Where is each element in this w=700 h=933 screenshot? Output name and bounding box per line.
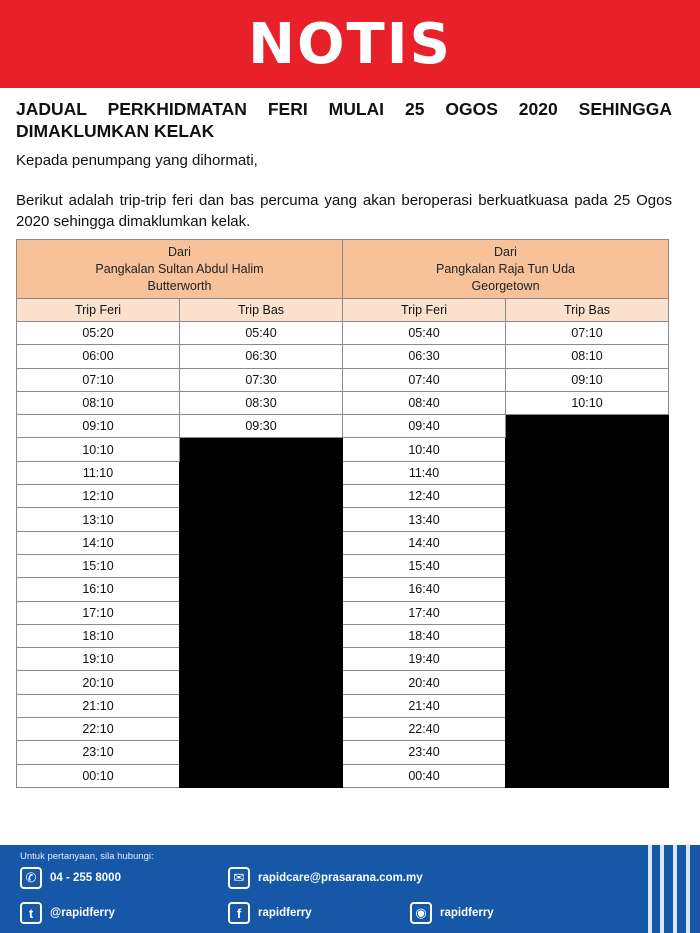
ferry-time-georgetown: 16:40 [343,578,506,601]
schedule-row [17,368,669,391]
origin-header-georgetown [343,240,669,299]
column-header-ferry-right: Trip Feri [343,299,506,322]
ferry-time-georgetown: 10:40 [343,438,506,461]
origin-header-butterworth [17,240,343,299]
ferry-time-butterworth: 12:10 [17,485,180,508]
origin-city-name: Butterworth [147,278,212,293]
bus-time-georgetown: 08:10 [506,345,669,368]
column-header-ferry-left: Trip Feri [17,299,180,322]
ferry-time-butterworth: 08:10 [17,391,180,414]
bus-time-georgetown: 10:10 [506,391,669,414]
instagram-contact[interactable] [410,902,494,924]
ferry-time-butterworth: 10:10 [17,438,180,461]
contact-footer [0,845,700,933]
ferry-time-georgetown: 13:40 [343,508,506,531]
email-contact[interactable] [228,867,423,889]
decorative-stripe [648,845,652,933]
instagram-handle: rapidferry [440,907,494,919]
phone-icon: ✆ [20,867,42,889]
facebook-icon: f [228,902,250,924]
ferry-time-georgetown: 21:40 [343,694,506,717]
twitter-icon: t [20,902,42,924]
footer-note: Untuk pertanyaan, sila hubungi: [20,851,154,862]
origin-city-name: Georgetown [471,278,540,293]
twitter-handle: @rapidferry [50,907,115,919]
ferry-time-butterworth: 05:20 [17,322,180,345]
notice-banner [0,0,700,88]
decorative-stripe [686,845,690,933]
decorative-stripe [673,845,677,933]
bus-time-georgetown: 09:10 [506,368,669,391]
ferry-time-georgetown: 18:40 [343,624,506,647]
ferry-time-georgetown: 19:40 [343,648,506,671]
facebook-contact[interactable] [228,902,312,924]
bus-time-georgetown: 07:10 [506,322,669,345]
ferry-time-georgetown: 17:40 [343,601,506,624]
ferry-time-georgetown: 14:40 [343,531,506,554]
origin-dari-label: Dari [168,244,191,259]
schedule-row [17,322,669,345]
ferry-time-butterworth: 09:10 [17,415,180,438]
blacked-out-area [180,438,343,787]
blacked-out-area [506,415,669,788]
ferry-time-butterworth: 00:10 [17,764,180,787]
intro-text: Berikut adalah trip-trip feri dan bas percuma yang akan beroperasi berkuatkuasa pada 25 Ogos 2020 sehingga dimaklumkan kelak. [16,192,672,230]
ferry-time-butterworth: 11:10 [17,461,180,484]
envelope-icon: ✉ [228,867,250,889]
ferry-time-georgetown: 07:40 [343,368,506,391]
bus-time-butterworth: 06:30 [180,345,343,368]
ferry-time-butterworth: 19:10 [17,648,180,671]
ferry-time-butterworth: 17:10 [17,601,180,624]
ferry-time-georgetown: 06:30 [343,345,506,368]
bus-time-butterworth: 05:40 [180,322,343,345]
banner-title: NOTIS [248,11,452,77]
ferry-time-georgetown: 05:40 [343,322,506,345]
phone-number: 04 - 255 8000 [50,872,121,884]
ferry-time-butterworth: 22:10 [17,718,180,741]
schedule-row [17,345,669,368]
phone-contact[interactable] [20,867,121,889]
bus-time-butterworth: 09:30 [180,415,343,438]
ferry-time-georgetown: 09:40 [343,415,506,438]
ferry-time-georgetown: 15:40 [343,554,506,577]
instagram-icon: ◉ [410,902,432,924]
ferry-time-butterworth: 20:10 [17,671,180,694]
ferry-time-butterworth: 13:10 [17,508,180,531]
column-header-bus-left: Trip Bas [180,299,343,322]
twitter-contact[interactable] [20,902,115,924]
schedule-body [17,322,669,788]
facebook-handle: rapidferry [258,907,312,919]
origin-terminal-name: Pangkalan Sultan Abdul Halim [95,261,264,276]
bus-time-butterworth: 07:30 [180,368,343,391]
ferry-time-butterworth: 15:10 [17,554,180,577]
ferry-time-georgetown: 00:40 [343,764,506,787]
ferry-time-georgetown: 11:40 [343,461,506,484]
ferry-time-butterworth: 16:10 [17,578,180,601]
ferry-time-butterworth: 14:10 [17,531,180,554]
schedule-row [17,391,669,414]
origin-dari-label: Dari [494,244,517,259]
ferry-time-butterworth: 23:10 [17,741,180,764]
greeting-text: Kepada penumpang yang dihormati, [16,152,258,169]
notice-heading: JADUAL PERKHIDMATAN FERI MULAI 25 OGOS 2020 SEHINGGA DIMAKLUMKAN KELAK [16,99,672,141]
column-header-bus-right: Trip Bas [506,299,669,322]
ferry-time-georgetown: 12:40 [343,485,506,508]
schedule-row [17,415,669,438]
schedule-table [16,239,669,788]
ferry-time-butterworth: 06:00 [17,345,180,368]
ferry-time-butterworth: 21:10 [17,694,180,717]
ferry-time-georgetown: 22:40 [343,718,506,741]
ferry-time-georgetown: 20:40 [343,671,506,694]
email-address: rapidcare@prasarana.com.my [258,872,423,884]
ferry-time-butterworth: 18:10 [17,624,180,647]
decorative-stripe [660,845,664,933]
bus-time-butterworth: 08:30 [180,391,343,414]
ferry-time-butterworth: 07:10 [17,368,180,391]
ferry-time-georgetown: 23:40 [343,741,506,764]
origin-terminal-name: Pangkalan Raja Tun Uda [436,261,575,276]
ferry-time-georgetown: 08:40 [343,391,506,414]
